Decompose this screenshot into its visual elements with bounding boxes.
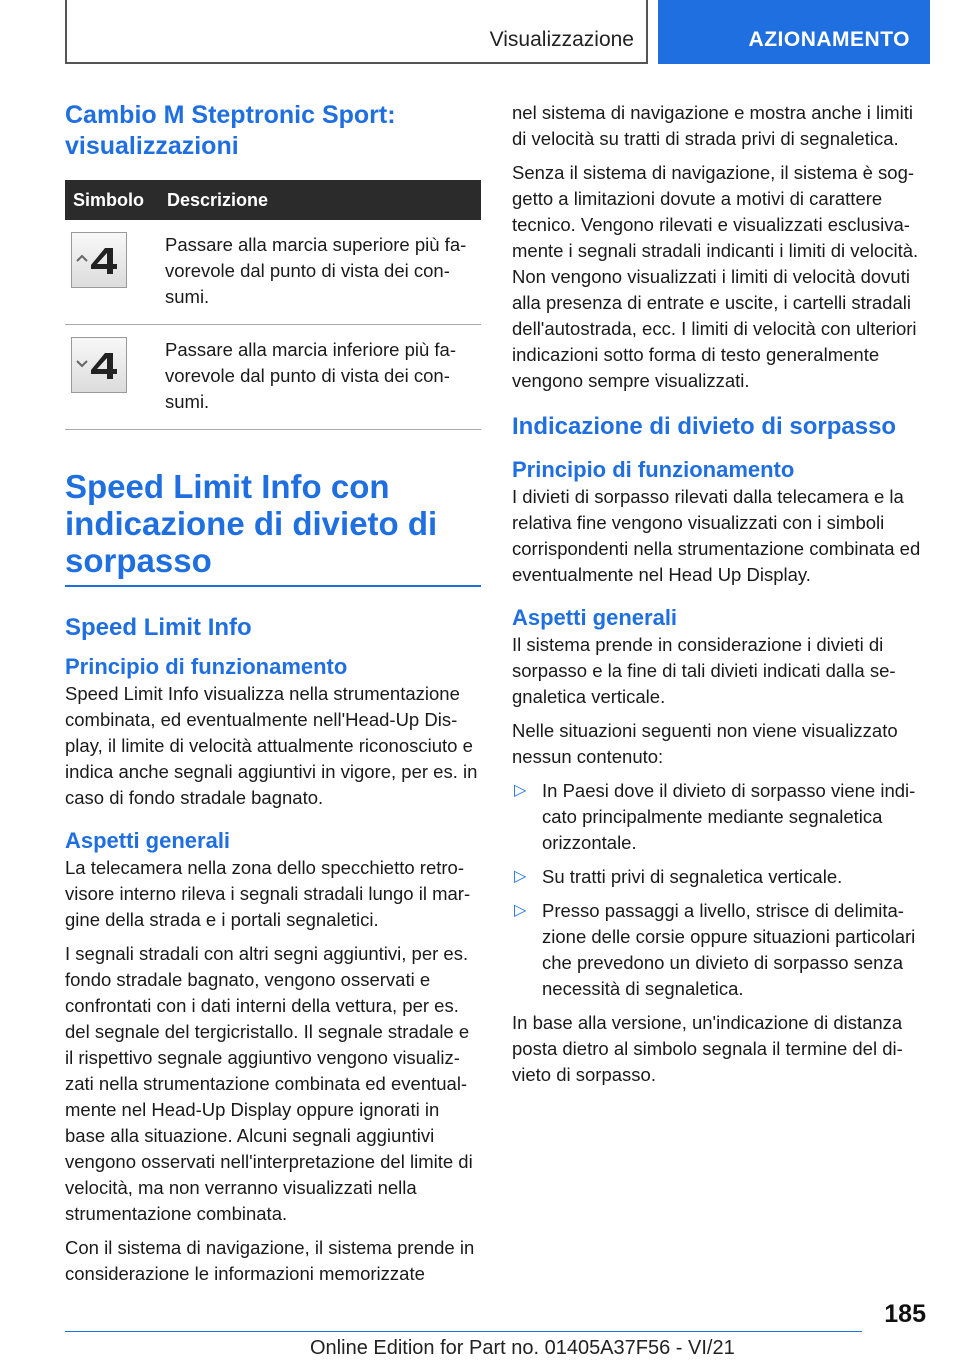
footer-rule	[65, 1331, 862, 1332]
gear-up-4-icon	[71, 232, 127, 288]
left-column	[65, 100, 481, 1295]
col-header-symbol: Simbolo	[65, 180, 159, 220]
gear-down-4-icon	[71, 337, 127, 393]
header-section: Visualizzazione	[489, 28, 634, 51]
symbol-table	[65, 180, 481, 430]
paragraph: Con il sistema di navigazione, il sistema prende in considerazione le informazioni memorizzate	[65, 1237, 475, 1284]
heading-principio: Principio di funzionamento	[65, 654, 348, 679]
paragraph: Speed Limit Info visualizza nella strumentazione combinata, ed eventualmente nell'Head-Up Dis-play, il limite di velocità attualmente riconosciuto e indica anche segnali aggiuntivi in vigore, per es. in caso di fondo stradale bagnato.	[65, 683, 478, 808]
heading-aspetti: Aspetti generali	[65, 828, 231, 853]
triangle-bullet-icon: ▷	[514, 902, 527, 919]
section-title-steptronic: Cambio M Steptronic Sport: visualizzazioni	[65, 101, 396, 160]
bullet-list	[512, 778, 930, 1002]
row-description: Passare alla marcia inferiore più fa-vorevole dal punto di vista dei con-sumi.	[159, 325, 481, 430]
col-header-description: Descrizione	[159, 180, 481, 220]
paragraph: I segnali stradali con altri segni aggiuntivi, per es. fondo stradale bagnato, vengono osservati e confrontati con i dati interni della vettura, per es. del segnale del tergicristallo. Il segnale stradale e il rispettivo segnale aggiuntivo vengono visualiz-zati nella strumentazione combinata ed eventual-mente nel Head-Up Display oppure ignorati in base alla situazione. Alcuni segnali aggiuntivi vengono osservati nell'interpretazione del limite di velocità, ma non verranno visualizzati nella strumentazione combinata.	[65, 943, 473, 1224]
paragraph: In base alla versione, un'indicazione di distanza posta dietro al simbolo segnala il termine del di-vieto di sorpasso.	[512, 1012, 903, 1085]
paragraph: Nelle situazioni seguenti non viene visualizzato nessun contenuto:	[512, 720, 898, 767]
paragraph: I divieti di sorpasso rilevati dalla telecamera e la relativa fine vengono visualizzati con i simboli corrispondenti nella strumentazione combinata ed eventualmente nel Head Up Display.	[512, 486, 921, 585]
row-description: Passare alla marcia superiore più fa-vorevole dal punto di vista dei con-sumi.	[159, 220, 481, 325]
table-row	[65, 325, 481, 430]
triangle-bullet-icon: ▷	[514, 782, 527, 799]
header-chapter: AZIONAMENTO	[748, 28, 910, 51]
list-item: ▷ Presso passaggi a livello, strisce di delimita-zione delle corsie oppure situazioni particolari che prevedono un divieto di sorpasso senza necessità di segnaletica.	[514, 900, 916, 999]
paragraph: nel sistema di navigazione e mostra anche i limiti di velocità su tratti di strada privi di segnaletica.	[512, 102, 914, 149]
table-row	[65, 220, 481, 325]
page-header	[65, 0, 930, 64]
heading-aspetti: Aspetti generali	[512, 605, 678, 630]
heading-principio: Principio di funzionamento	[512, 457, 795, 482]
triangle-bullet-icon: ▷	[514, 868, 527, 885]
right-column	[512, 100, 930, 1096]
list-item: ▷ In Paesi dove il divieto di sorpasso viene indi-cato principalmente mediante segnaletica orizzontale.	[514, 780, 916, 853]
main-title: Speed Limit Info con indicazione di divieto di sorpasso	[65, 468, 481, 587]
title-divieto-sorpasso: Indicazione di divieto di sorpasso	[512, 413, 897, 440]
list-item: ▷ Su tratti privi di segnaletica verticale.	[512, 864, 930, 890]
paragraph: La telecamera nella zona dello specchietto retro-visore interno rileva i segnali stradali lungo il mar-gine della strada e i portali segnaletici.	[65, 857, 471, 930]
page-number: 185	[884, 1300, 926, 1328]
header-chapter-box	[658, 0, 930, 64]
header-section-box	[65, 0, 648, 64]
paragraph: Il sistema prende in considerazione i divieti di sorpasso e la fine di tali divieti indicati dalla se-gnaletica verticale.	[512, 634, 896, 707]
footer-edition: Online Edition for Part no. 01405A37F56 - VI/21	[310, 1337, 735, 1359]
subtitle-speed-limit-info: Speed Limit Info	[65, 614, 252, 641]
paragraph: Senza il sistema di navigazione, il sistema è sog-getto a limitazioni dovute a motivi di carattere tecnico. Vengono rilevati e visualizzati esclusiva-mente i segnali stradali indicanti i limiti di velocità. Non vengono visualizzati i limiti di velocità dovuti alla presenza di entrate e uscite, i cartelli stradali dell'autostrada, ecc. I limiti di velocità con ulteriori indicazioni sotto forma di testo generalmente vengono sempre visualizzati.	[512, 162, 919, 391]
